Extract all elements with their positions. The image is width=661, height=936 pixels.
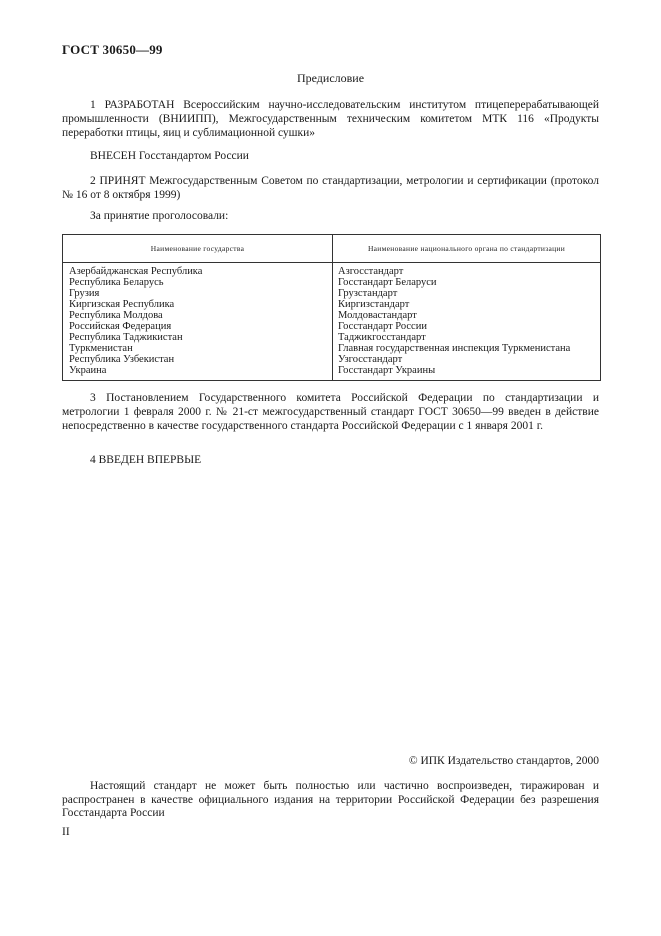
table-cell-country: Республика Таджикистан — [69, 332, 183, 343]
foreword-title: Предисловие — [296, 71, 365, 85]
copyright-line: © ИПК Издательство стандартов, 2000 — [408, 755, 599, 767]
paragraph-enacted-by-resolution: 3 Постановлением Государственного комитета Российской Федерации по стандартизации и метрологии 1 февраля 2000 г. № 21-ст межгосударственный стандарт ГОСТ 30650—99 введен в действие непосредственно в качестве государственного стандарта Российской Федерации с 1 января 2001 г. — [62, 392, 599, 432]
table-cell-country: Азербайджанская Республика — [69, 266, 203, 277]
paragraph-adopted-by: 2 ПРИНЯТ Межгосударственным Советом по стандартизации, метрологии и сертификации (протокол № 16 от 8 октября 1999) — [62, 175, 599, 201]
voting-countries-table — [62, 234, 601, 381]
document-code-header: ГОСТ 30650—99 — [62, 42, 163, 57]
table-cell-country: Киргизская Республика — [69, 299, 175, 310]
paragraph-developed-by: 1 РАЗРАБОТАН Всероссийским научно-исследовательским институтом птицеперерабатывающей промышленности (ВНИИПП), Межгосударственным техническим комитетом МТК 116 «Продукты переработки птицы, яиц и сублимационной сушки» — [62, 99, 599, 139]
table-cell-national-body: Азгосстандарт — [338, 266, 404, 277]
table-cell-country: Туркменистан — [69, 343, 133, 354]
table-cell-country: Грузия — [69, 288, 100, 299]
page-number: II — [62, 826, 70, 838]
paragraph-introduced-by: ВНЕСЕН Госстандартом России — [90, 150, 249, 162]
table-header-national-body: Наименование национального органа по стандартизации — [367, 244, 566, 253]
table-cell-country: Российская Федерация — [69, 321, 172, 332]
table-cell-national-body: Госстандарт России — [338, 321, 427, 332]
table-cell-national-body: Грузстандарт — [338, 288, 398, 299]
table-column-divider — [332, 235, 333, 380]
table-cell-national-body: Узгосстандарт — [338, 354, 403, 365]
table-cell-country: Украина — [69, 365, 107, 376]
reproduction-notice: Настоящий стандарт не может быть полностью или частично воспроизведен, тиражирован и распространен в качестве официального издания на территории Российской Федерации без разрешения Госстандарта России — [62, 780, 599, 819]
table-cell-national-body: Таджикгосстандарт — [338, 332, 426, 343]
paragraph-introduced-first-time: 4 ВВЕДЕН ВПЕРВЫЕ — [90, 454, 202, 466]
table-cell-country: Республика Молдова — [69, 310, 163, 321]
paragraph-voted-for: За принятие проголосовали: — [90, 210, 229, 222]
table-cell-country: Республика Беларусь — [69, 277, 164, 288]
table-column-national-bodies — [338, 266, 596, 376]
table-cell-national-body: Киргизстандарт — [338, 299, 410, 310]
table-cell-national-body: Главная государственная инспекция Туркменистана — [338, 343, 571, 354]
table-header-country: Наименование государства — [150, 244, 245, 253]
table-cell-national-body: Госстандарт Беларуси — [338, 277, 437, 288]
table-cell-national-body: Молдовастандарт — [338, 310, 417, 321]
table-column-countries — [69, 266, 327, 376]
table-cell-country: Республика Узбекистан — [69, 354, 175, 365]
table-cell-national-body: Госстандарт Украины — [338, 365, 436, 376]
